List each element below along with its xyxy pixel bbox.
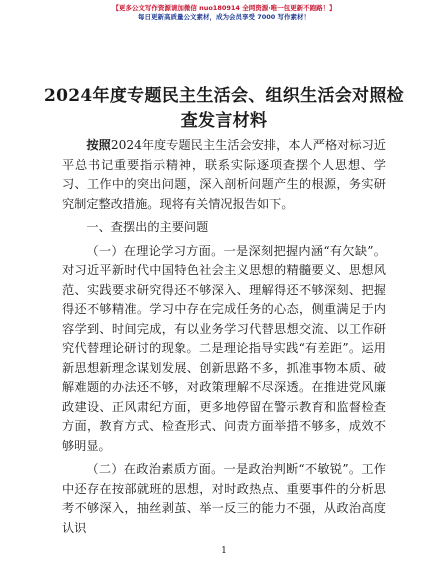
promo-banner-line2: 每日更新高质量公文素材，成为会员享受 7000 写作素材！ — [137, 13, 311, 21]
paragraph-political-quality: （二）在政治素质方面。一是政治判断“不敏锐”。工作中还存在按部就班的思想，对时政热点、重要事件的分析思考不够深入，抽丝剥茧、举一反三的能力不强，从政治高度认识 — [62, 462, 386, 535]
page-number: 1 — [221, 546, 227, 556]
document-body — [62, 136, 386, 538]
intro-paragraph — [62, 136, 386, 214]
promo-banner — [0, 4, 448, 22]
intro-lead: 按照 — [86, 138, 111, 152]
document-title-line2: 查发言材料 — [180, 111, 268, 131]
paragraph-theory-study: （一）在理论学习方面。一是深刻把握内涵“有欠缺”。对习近平新时代中国特色社会主义思想的精髓要义、思想风范、实践要求研究得还不够深入、理解得还不够深刻、把握得还不够精准。学习中存在完成任务的心态，侧重满足于内容学到、时间完成，有以业务学习代替思想交流、以工作研究代替理论研讨的现象。二是理论指导实践“有差距”。运用新思想新理念谋划发展、创新思路不多，抓准事物本质、破解难题的办法还不够，对政策理解不尽深透。在推进党风廉政建设、正风肃纪方面，更多地停留在警示教育和监督检查方面，教育方式、检查形式、问责方面举措不够多，成效不够明显。 — [62, 243, 386, 453]
document-title-line1: 2024年度专题民主生活会、组织生活会对照检 — [44, 86, 404, 106]
document-title — [40, 84, 408, 134]
section-heading: 一、查摆出的主要问题 — [86, 220, 209, 234]
intro-text: 2024年度专题民主生活会安排，本人严格对标习近平总书记重要指示精神，联系实际逐项查摆个人思想、学习、工作中的突出问题，深入剖析问题产生的根源，务实研究制定整改措施。现将有关情况报告如下。 — [62, 138, 386, 211]
promo-banner-line1: 【更多公文写作资源请加微信 nuo180914 全网资源·唯一包更新不跑路！】 — [112, 4, 336, 12]
